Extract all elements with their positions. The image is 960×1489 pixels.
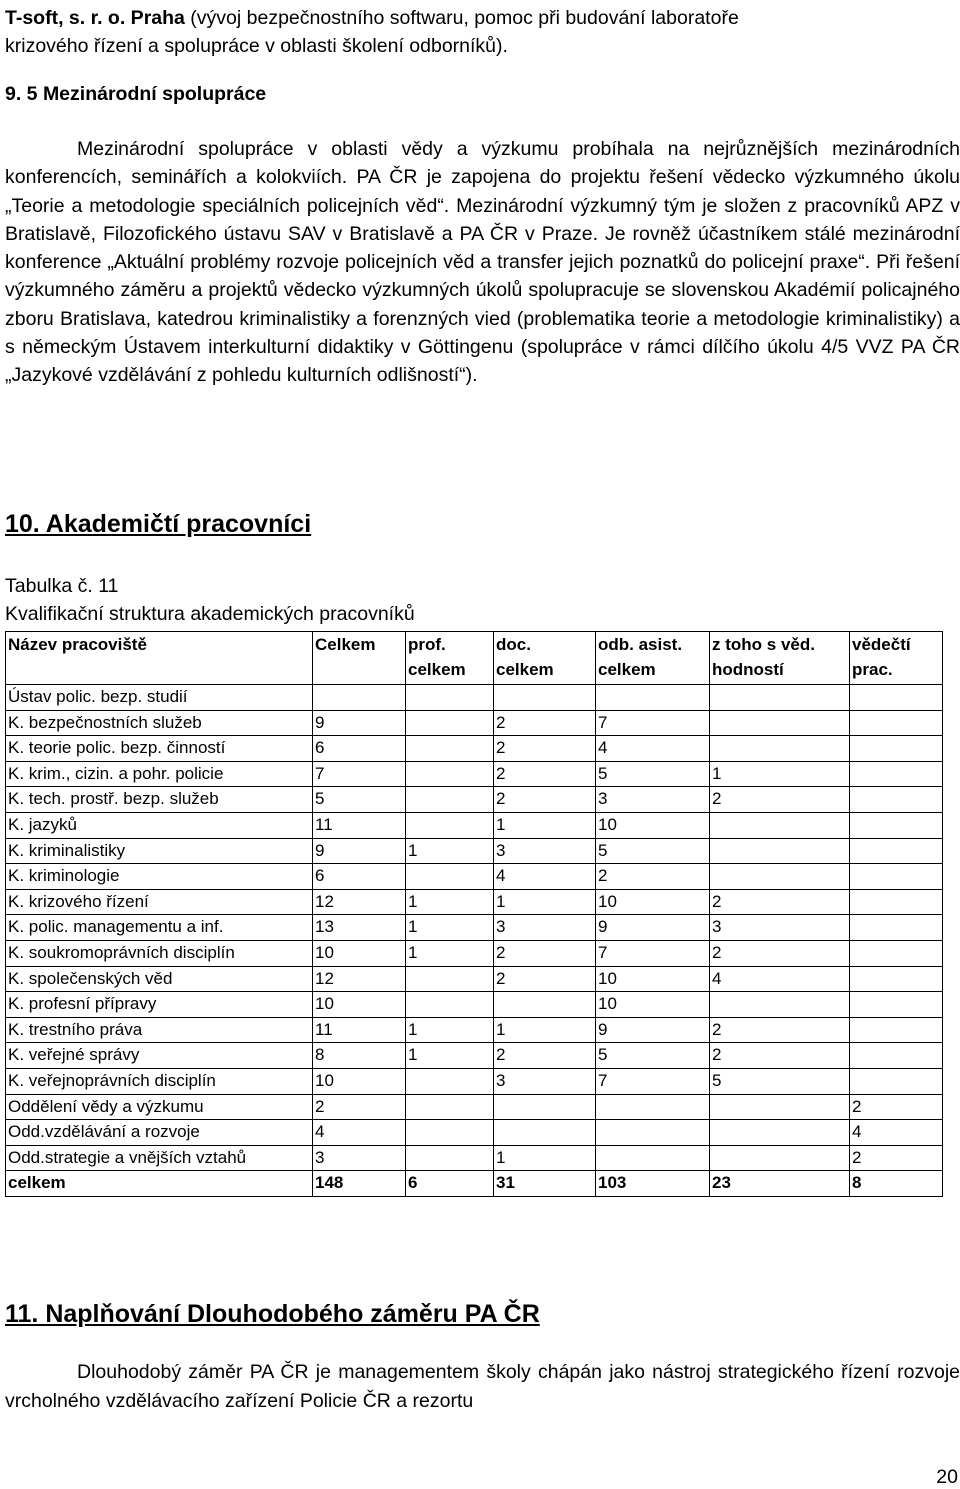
- table-cell: [850, 1043, 943, 1069]
- table-cell: 3: [710, 915, 850, 941]
- table-cell: [850, 761, 943, 787]
- table-cell: 10: [596, 966, 710, 992]
- table-cell: 2: [710, 940, 850, 966]
- table-cell: [494, 992, 596, 1018]
- table-cell: 6: [313, 864, 406, 890]
- table-row: [6, 966, 943, 992]
- table-cell: [313, 685, 406, 711]
- table-row: [6, 1043, 943, 1069]
- intro-line2-text: krizového řízení a spolupráce v oblasti školení odborníků).: [5, 35, 508, 57]
- table-cell: [406, 761, 494, 787]
- table-cell: 1: [406, 915, 494, 941]
- table-cell: 11: [313, 812, 406, 838]
- table-cell: [710, 710, 850, 736]
- table-cell: 10: [313, 940, 406, 966]
- table-cell: 11: [313, 1017, 406, 1043]
- table-cell: [596, 1120, 710, 1146]
- table-cell: 2: [494, 1043, 596, 1069]
- table-cell: 10: [313, 992, 406, 1018]
- intro-line1-text: (vývoj bezpečnostního softwaru, pomoc při budování laboratoře: [184, 7, 739, 29]
- section-11-heading: 11. Naplňování Dlouhodobého záměru PA ČR: [5, 1300, 540, 1328]
- table-cell: 13: [313, 915, 406, 941]
- section-11-body: [5, 1358, 960, 1415]
- table-cell: [406, 812, 494, 838]
- section-9-5-heading: 9. 5 Mezinárodní spolupráce: [5, 83, 267, 105]
- table-cell: Název pracoviště: [6, 632, 313, 685]
- table-cell: [494, 685, 596, 711]
- table-cell: 4: [710, 966, 850, 992]
- section-10-heading: 10. Akademičtí pracovníci: [5, 510, 312, 538]
- table-cell: 3: [313, 1145, 406, 1171]
- table-cell: 5: [596, 838, 710, 864]
- table-row: [6, 864, 943, 890]
- table-cell: K. polic. managementu a inf.: [6, 915, 313, 941]
- table-cell: [850, 812, 943, 838]
- table-cell: [494, 1094, 596, 1120]
- table-cell: 5: [596, 761, 710, 787]
- table-cell: K. kriminalistiky: [6, 838, 313, 864]
- table-row: [6, 1017, 943, 1043]
- table-cell: [850, 992, 943, 1018]
- table-cell: K. teorie polic. bezp. činností: [6, 736, 313, 762]
- table-row: [6, 1120, 943, 1146]
- table-cell: odb. asist. celkem: [596, 632, 710, 685]
- table-cell: 2: [494, 761, 596, 787]
- table-header-row: [6, 632, 943, 685]
- table-cell: [850, 710, 943, 736]
- table-row: [6, 1145, 943, 1171]
- table-cell: celkem: [6, 1171, 313, 1197]
- table-cell: [710, 864, 850, 890]
- table-cell: 1: [406, 1043, 494, 1069]
- table-cell: [710, 812, 850, 838]
- table-cell: [494, 1120, 596, 1146]
- table-cell: 1: [494, 1145, 596, 1171]
- table-cell: [406, 1120, 494, 1146]
- table-cell: K. jazyků: [6, 812, 313, 838]
- table-cell: 1: [710, 761, 850, 787]
- table-cell: Celkem: [313, 632, 406, 685]
- table-cell: 3: [596, 787, 710, 813]
- long-term-plan-paragraph: Dlouhodobý záměr PA ČR je managementem školy chápán jako nástroj strategického řízení rozvoje vrcholného vzdělávacího zařízení Policie ČR a rezortu: [5, 1361, 960, 1412]
- table-cell: 103: [596, 1171, 710, 1197]
- table-cell: 2: [710, 889, 850, 915]
- table-cell: 1: [494, 889, 596, 915]
- table-cell: K. soukromoprávních disciplín: [6, 940, 313, 966]
- table-cell: [596, 685, 710, 711]
- table-cell: 7: [596, 940, 710, 966]
- table-cell: 10: [596, 889, 710, 915]
- page-number: 20: [936, 1466, 958, 1488]
- table-cell: [850, 889, 943, 915]
- table-cell: 3: [494, 1068, 596, 1094]
- table-row: [6, 1094, 943, 1120]
- qualification-table: [5, 631, 943, 1197]
- table-cell: K. veřejnoprávních disciplín: [6, 1068, 313, 1094]
- table-cell: 2: [710, 787, 850, 813]
- table-cell: 31: [494, 1171, 596, 1197]
- table-cell: K. krim., cizin. a pohr. policie: [6, 761, 313, 787]
- table-cell: [850, 838, 943, 864]
- table-cell: [406, 1094, 494, 1120]
- table-cell: [710, 1094, 850, 1120]
- table-cell: 6: [313, 736, 406, 762]
- table-row: [6, 761, 943, 787]
- table-cell: 8: [313, 1043, 406, 1069]
- table-cell: z toho s věd. hodností: [710, 632, 850, 685]
- table-cell: 2: [710, 1017, 850, 1043]
- table-row: [6, 992, 943, 1018]
- table-cell: 148: [313, 1171, 406, 1197]
- table-cell: [596, 1145, 710, 1171]
- table-cell: [710, 838, 850, 864]
- table-row: [6, 812, 943, 838]
- table-cell: doc. celkem: [494, 632, 596, 685]
- table-cell: 10: [596, 812, 710, 838]
- table-cell: [406, 736, 494, 762]
- table-cell: 4: [494, 864, 596, 890]
- table-cell: 2: [494, 966, 596, 992]
- table-row: [6, 1068, 943, 1094]
- table-cell: vědečtí prac.: [850, 632, 943, 685]
- table-cell: prof. celkem: [406, 632, 494, 685]
- table-cell: K. kriminologie: [6, 864, 313, 890]
- table-cell: 1: [406, 889, 494, 915]
- table-cell: K. bezpečnostních služeb: [6, 710, 313, 736]
- table-cell: [406, 992, 494, 1018]
- table-row: [6, 838, 943, 864]
- table-cell: [406, 1145, 494, 1171]
- table-cell: 2: [596, 864, 710, 890]
- table-cell: 9: [596, 1017, 710, 1043]
- table-row: [6, 889, 943, 915]
- table-cell: 2: [710, 1043, 850, 1069]
- table-cell: [850, 966, 943, 992]
- table-cell: 4: [596, 736, 710, 762]
- table-cell: K. tech. prostř. bezp. služeb: [6, 787, 313, 813]
- table-cell: 2: [850, 1145, 943, 1171]
- table-cell: 7: [313, 761, 406, 787]
- table-cell: [850, 1068, 943, 1094]
- table-cell: [406, 787, 494, 813]
- table-cell: [850, 685, 943, 711]
- table-cell: 23: [710, 1171, 850, 1197]
- table-cell: 6: [406, 1171, 494, 1197]
- table-total-row: [6, 1171, 943, 1197]
- intro-paragraph: [5, 4, 960, 60]
- table-cell: 4: [313, 1120, 406, 1146]
- table-cell: [710, 1145, 850, 1171]
- table-cell: K. společenských věd: [6, 966, 313, 992]
- table-cell: K. profesní přípravy: [6, 992, 313, 1018]
- table-title: Kvalifikační struktura akademických pracovníků: [5, 603, 415, 625]
- table-cell: [406, 1068, 494, 1094]
- table-cell: [850, 864, 943, 890]
- table-cell: 10: [313, 1068, 406, 1094]
- table-cell: 4: [850, 1120, 943, 1146]
- table-cell: [596, 1094, 710, 1120]
- table-row: [6, 787, 943, 813]
- table-cell: [850, 940, 943, 966]
- table-cell: 7: [596, 1068, 710, 1094]
- table-cell: 5: [313, 787, 406, 813]
- table-row: [6, 685, 943, 711]
- table-cell: Odd.vzdělávání a rozvoje: [6, 1120, 313, 1146]
- table-cell: 2: [494, 736, 596, 762]
- international-cooperation-paragraph: Mezinárodní spolupráce v oblasti vědy a výzkumu probíhala na nejrůznějších mezinárodních konferencích, seminářích a kolokviích. PA ČR je zapojena do projektu řešení vědecko výzkumného úkolu „Teorie a metodologie speciálních policejních věd“. Mezinárodní výzkumný tým je složen z pracovníků APZ v Bratislavě, Filozofického ústavu SAV v Bratislavě a PA ČR v Praze. Je rovněž účastníkem stálé mezinárodní konference „Aktuální problémy rozvoje policejních věd a transfer jejich poznatků do policejní praxe“. Při řešení výzkumného záměru a projektů vědecko výzkumných úkolů spolupracuje se slovenskou Akadémií policajného zboru Bratislava, katedrou kriminalistiky a forenzných vied (problematika teorie a metodologie kriminalistiky) a s německým Ústavem interkulturní didaktiky v Göttingenu (spolupráce v rámci dílčího úkolu 4/5 VVZ PA ČR „Jazykové vzdělávání z pohledu kulturních odlišností“).: [5, 138, 960, 387]
- table-cell: K. krizového řízení: [6, 889, 313, 915]
- table-cell: 2: [494, 940, 596, 966]
- table-row: [6, 940, 943, 966]
- table-cell: 1: [406, 940, 494, 966]
- table-cell: 12: [313, 889, 406, 915]
- table-row: [6, 710, 943, 736]
- table-cell: 2: [494, 710, 596, 736]
- table-row: [6, 736, 943, 762]
- table-cell: [850, 915, 943, 941]
- table-cell: 5: [710, 1068, 850, 1094]
- section-9-5-body: [5, 135, 960, 390]
- table-cell: 7: [596, 710, 710, 736]
- table-cell: Odd.strategie a vnějších vztahů: [6, 1145, 313, 1171]
- table-cell: 1: [406, 1017, 494, 1043]
- table-cell: [710, 736, 850, 762]
- table-cell: 9: [313, 710, 406, 736]
- table-cell: Ústav polic. bezp. studií: [6, 685, 313, 711]
- table-cell: [850, 736, 943, 762]
- table-cell: [850, 1017, 943, 1043]
- table-cell: [406, 685, 494, 711]
- table-cell: 2: [313, 1094, 406, 1120]
- table-cell: 10: [596, 992, 710, 1018]
- table-cell: K. veřejné správy: [6, 1043, 313, 1069]
- table-cell: 1: [494, 1017, 596, 1043]
- table-cell: 3: [494, 838, 596, 864]
- table-cell: 8: [850, 1171, 943, 1197]
- table-cell: [406, 710, 494, 736]
- table-cell: [406, 864, 494, 890]
- table-cell: 2: [850, 1094, 943, 1120]
- table-cell: [406, 966, 494, 992]
- table-cell: Oddělení vědy a výzkumu: [6, 1094, 313, 1120]
- table-cell: 3: [494, 915, 596, 941]
- company-name: T-soft, s. r. o. Praha: [5, 7, 185, 29]
- table-cell: 1: [406, 838, 494, 864]
- table-cell: 2: [494, 787, 596, 813]
- table-label: Tabulka č. 11: [5, 575, 119, 597]
- table-cell: [710, 992, 850, 1018]
- table-row: [6, 915, 943, 941]
- table-cell: 9: [596, 915, 710, 941]
- table-cell: K. trestního práva: [6, 1017, 313, 1043]
- table-cell: 9: [313, 838, 406, 864]
- table-cell: [850, 787, 943, 813]
- table-cell: [710, 1120, 850, 1146]
- table-cell: 5: [596, 1043, 710, 1069]
- table-cell: 1: [494, 812, 596, 838]
- table-cell: 12: [313, 966, 406, 992]
- table-cell: [710, 685, 850, 711]
